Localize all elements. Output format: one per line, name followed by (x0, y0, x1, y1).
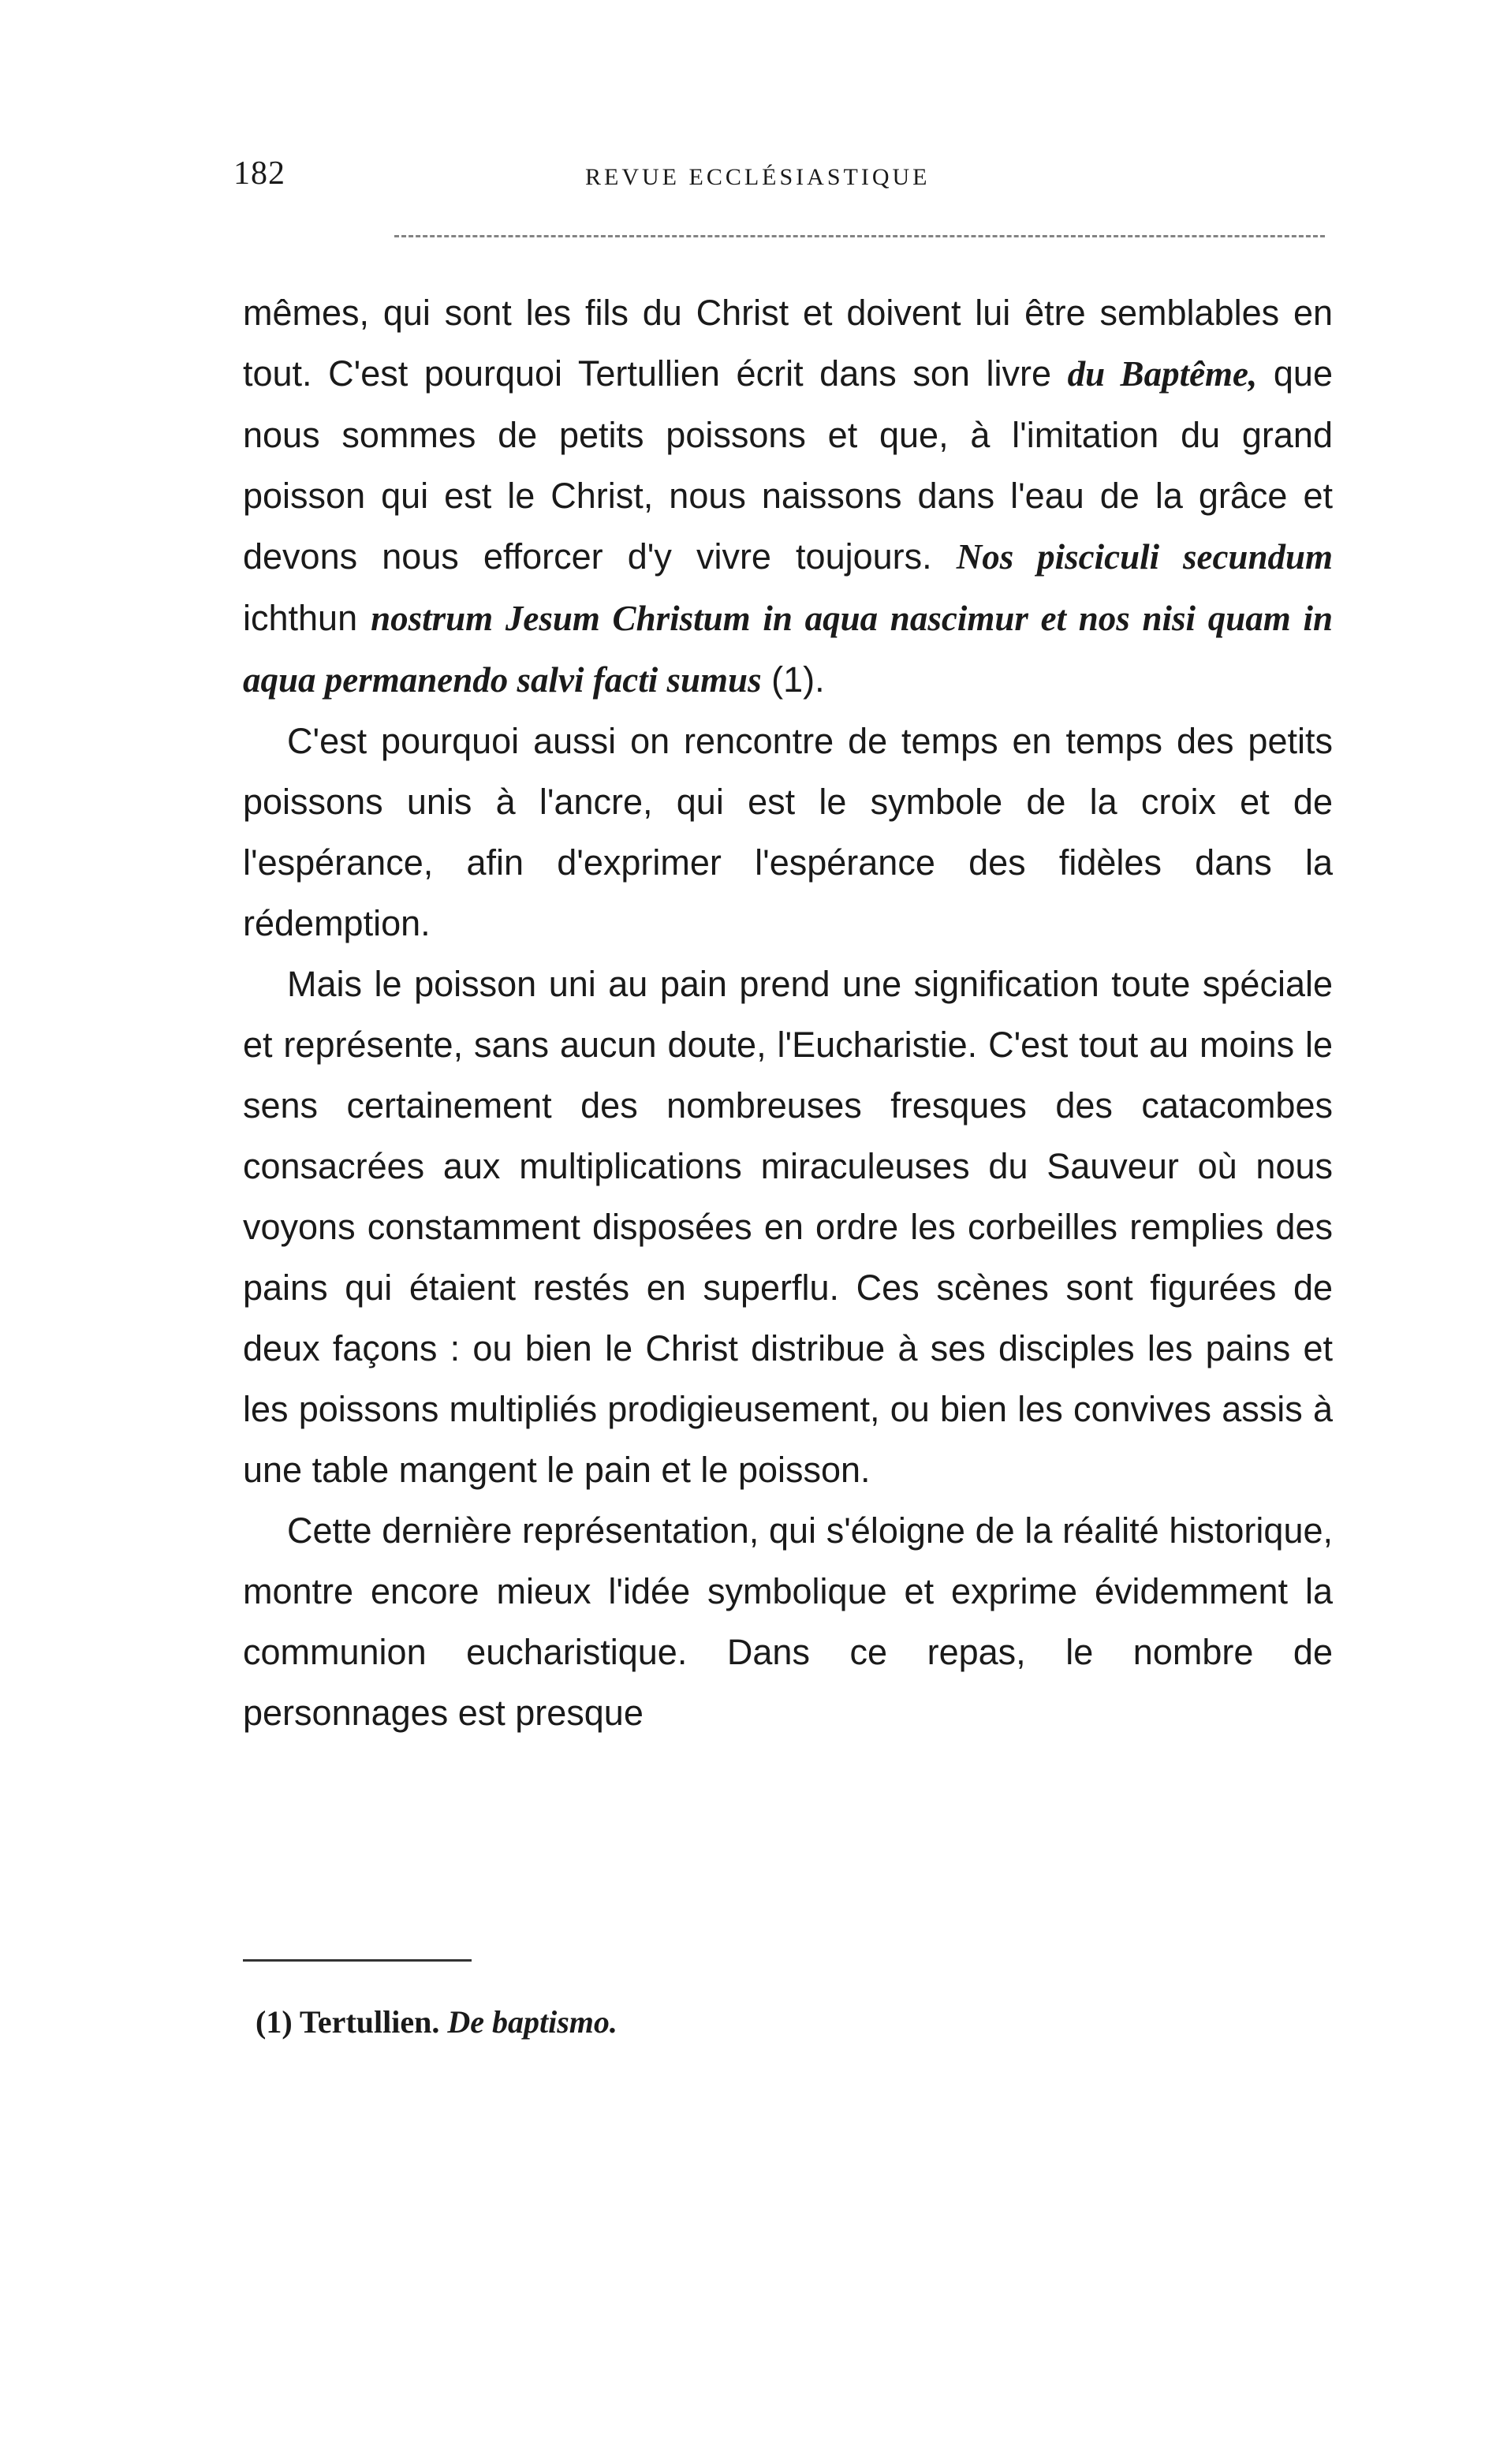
paragraph-1-text-c: que nous sommes de petits poissons et que, à l'imitation du grand poisson qui est le Christ, nous naissons dans l'eau de la grâce et devons nous efforcer d'y vivre toujours. (243, 353, 1333, 577)
paragraph-1-italic-title: du Baptême, (1067, 354, 1258, 394)
footnote-rule (243, 1959, 472, 1962)
footnote-author: Tertullien. (299, 2004, 440, 2040)
paragraph-2: C'est pourquoi aussi on rencontre de temps en temps des petits poissons unis à l'ancre, qui est le symbole de la croix et de l'espérance, afin d'exprimer l'espérance des fidèles dans la rédemption. (243, 721, 1333, 943)
paragraph-1-text-a: mêmes, qui sont les fils du Christ et doivent lui être semblables en tout. C'est pourquoi Tertullien écrit dans son livre (243, 293, 1333, 394)
footnote-marker: (1) (256, 2004, 293, 2040)
paragraph-3: Mais le poisson uni au pain prend une signification toute spéciale et représente, sans aucun doute, l'Eucharistie. C'est tout au moins le sens certainement des nombreuses fresques des catacombes consacrées aux multiplications miraculeuses du Sauveur où nous voyons constamment disposées en ordre les corbeilles remplies des pains qui étaient restés en superflu. Ces scènes sont figurées de deux façons : ou bien le Christ distribue à ses disciples les pains et les poissons multipliés prodigieusement, ou bien les convives assis à une table mangent le pain et le poisson. (243, 964, 1333, 1490)
footnote-work: De baptismo. (447, 2004, 617, 2040)
header-rule (394, 235, 1325, 237)
paragraph-1-latin-quote-a: Nos pisciculi secundum (956, 537, 1334, 577)
paragraph-1 (243, 282, 1333, 711)
body-text (243, 282, 1333, 1743)
paragraph-4: Cette dernière représentation, qui s'éloigne de la réalité historique, montre encore mieux l'idée symbolique et exprime évidemment la communion eucharistique. Dans ce repas, le nombre de personnages est presque (243, 1510, 1333, 1733)
paragraph-1-footnote-ref: (1). (761, 659, 825, 700)
footnote (256, 2000, 617, 2044)
running-head: REVUE ECCLÉSIASTIQUE (585, 164, 931, 190)
page-number: 182 (233, 155, 285, 192)
paragraph-1-ichthun: ichthun (243, 598, 371, 638)
paragraph-1-latin-quote-b: nostrum Jesum Christum in aqua nascimur et nos nisi quam in aqua permanendo salvi facti sumus (243, 599, 1333, 700)
